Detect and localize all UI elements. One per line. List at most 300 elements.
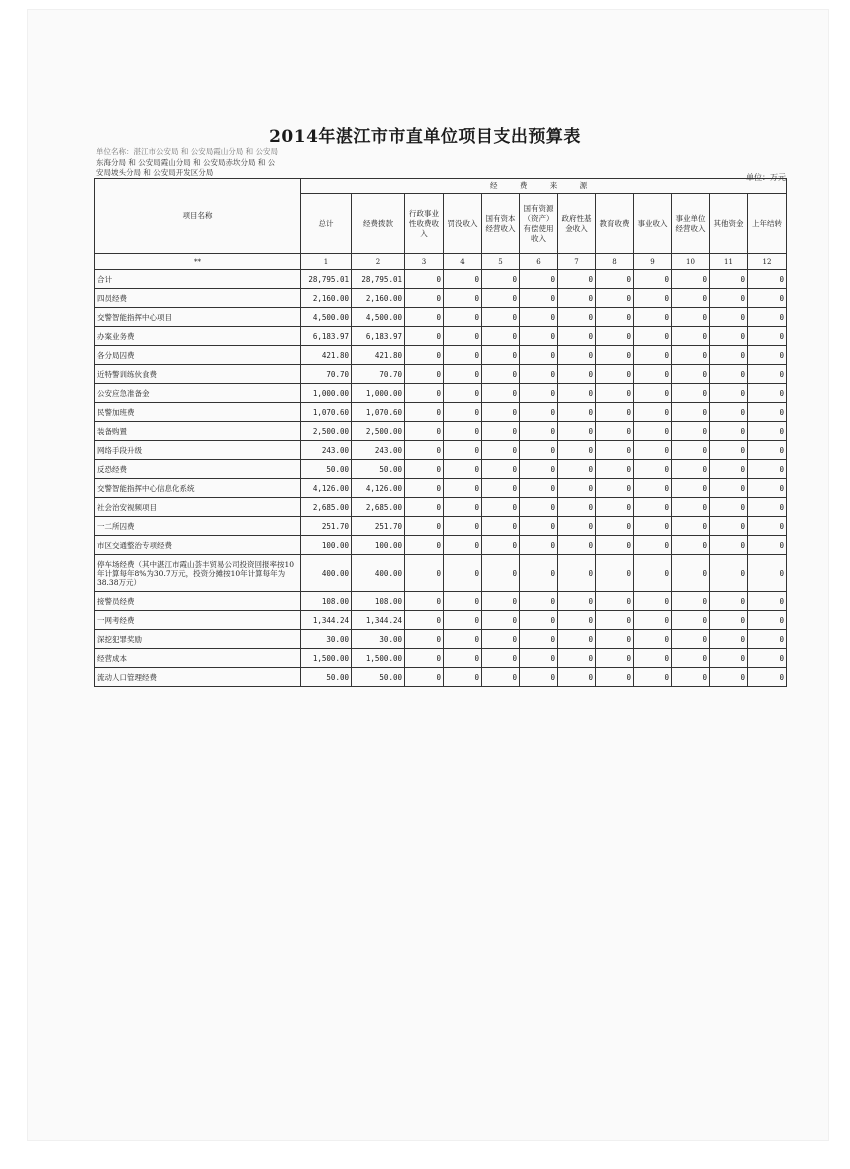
value-cell: 0 (710, 479, 748, 498)
value-cell: 0 (672, 460, 710, 479)
value-cell: 0 (634, 384, 672, 403)
value-cell: 0 (710, 384, 748, 403)
value-cell: 0 (672, 498, 710, 517)
table-row (95, 536, 787, 555)
value-cell: 0 (710, 611, 748, 630)
allocation-cell: 1,000.00 (352, 384, 405, 403)
column-index: 12 (748, 254, 787, 270)
table-row (95, 384, 787, 403)
total-cell: 28,795.01 (301, 270, 352, 289)
project-name-cell: 交警智能指挥中心信息化系统 (95, 479, 301, 498)
value-cell: 0 (710, 592, 748, 611)
value-cell: 0 (405, 289, 444, 308)
table-row (95, 555, 787, 592)
value-cell: 0 (672, 327, 710, 346)
value-cell: 0 (634, 403, 672, 422)
value-cell: 0 (520, 555, 558, 592)
value-cell: 0 (748, 403, 787, 422)
value-cell: 0 (558, 384, 596, 403)
column-index: 2 (352, 254, 405, 270)
value-cell: 0 (558, 498, 596, 517)
table-row (95, 289, 787, 308)
value-cell: 0 (405, 327, 444, 346)
value-cell: 0 (520, 308, 558, 327)
value-cell: 0 (482, 649, 520, 668)
project-name-cell: 网络手段升级 (95, 441, 301, 460)
value-cell: 0 (672, 422, 710, 441)
allocation-cell: 30.00 (352, 630, 405, 649)
value-cell: 0 (482, 479, 520, 498)
column-header: 事业收入 (634, 194, 672, 254)
table-row (95, 668, 787, 687)
table-row (95, 630, 787, 649)
total-cell: 100.00 (301, 536, 352, 555)
value-cell: 0 (482, 555, 520, 592)
value-cell: 0 (748, 270, 787, 289)
value-cell: 0 (634, 479, 672, 498)
value-cell: 0 (710, 555, 748, 592)
value-cell: 0 (482, 289, 520, 308)
value-cell: 0 (520, 422, 558, 441)
project-name-cell: 反恐经费 (95, 460, 301, 479)
value-cell: 0 (482, 308, 520, 327)
allocation-cell: 2,500.00 (352, 422, 405, 441)
value-cell: 0 (444, 384, 482, 403)
allocation-cell: 421.80 (352, 346, 405, 365)
value-cell: 0 (482, 365, 520, 384)
value-cell: 0 (558, 289, 596, 308)
value-cell: 0 (520, 441, 558, 460)
value-cell: 0 (405, 555, 444, 592)
value-cell: 0 (672, 649, 710, 668)
column-header: 政府性基金收入 (558, 194, 596, 254)
value-cell: 0 (748, 441, 787, 460)
value-cell: 0 (520, 517, 558, 536)
value-cell: 0 (596, 289, 634, 308)
funding-source-header: 经 费 来 源 (301, 179, 787, 194)
value-cell: 0 (710, 460, 748, 479)
value-cell: 0 (444, 460, 482, 479)
value-cell: 0 (558, 517, 596, 536)
value-cell: 0 (672, 441, 710, 460)
value-cell: 0 (634, 270, 672, 289)
value-cell: 0 (710, 327, 748, 346)
value-cell: 0 (634, 289, 672, 308)
value-cell: 0 (444, 441, 482, 460)
total-cell: 251.70 (301, 517, 352, 536)
value-cell: 0 (405, 365, 444, 384)
value-cell: 0 (558, 403, 596, 422)
value-cell: 0 (634, 592, 672, 611)
project-name-cell: 社会治安视频项目 (95, 498, 301, 517)
column-index: 10 (672, 254, 710, 270)
allocation-cell: 4,500.00 (352, 308, 405, 327)
value-cell: 0 (444, 403, 482, 422)
column-header: 经费拨款 (352, 194, 405, 254)
value-cell: 0 (482, 536, 520, 555)
value-cell: 0 (444, 270, 482, 289)
table-row (95, 403, 787, 422)
value-cell: 0 (596, 498, 634, 517)
value-cell: 0 (710, 308, 748, 327)
unit-label: 单位：万元 (746, 173, 786, 182)
allocation-cell: 50.00 (352, 460, 405, 479)
column-index: 3 (405, 254, 444, 270)
project-name-cell: 一网考经费 (95, 611, 301, 630)
value-cell: 0 (558, 365, 596, 384)
value-cell: 0 (444, 630, 482, 649)
value-cell: 0 (710, 668, 748, 687)
total-cell: 70.70 (301, 365, 352, 384)
total-cell: 421.80 (301, 346, 352, 365)
project-name-cell: 流动人口管理经费 (95, 668, 301, 687)
value-cell: 0 (672, 479, 710, 498)
value-cell: 0 (520, 289, 558, 308)
value-cell: 0 (596, 365, 634, 384)
total-cell: 50.00 (301, 460, 352, 479)
total-cell: 6,183.97 (301, 327, 352, 346)
column-header: 教育收费 (596, 194, 634, 254)
value-cell: 0 (748, 630, 787, 649)
index-label: ** (95, 254, 301, 270)
value-cell: 0 (558, 270, 596, 289)
value-cell: 0 (405, 630, 444, 649)
value-cell: 0 (672, 365, 710, 384)
value-cell: 0 (710, 630, 748, 649)
table-row (95, 441, 787, 460)
table-row (95, 498, 787, 517)
column-header: 事业单位经营收入 (672, 194, 710, 254)
value-cell: 0 (634, 422, 672, 441)
value-cell: 0 (748, 346, 787, 365)
value-cell: 0 (520, 403, 558, 422)
allocation-cell: 2,685.00 (352, 498, 405, 517)
value-cell: 0 (672, 630, 710, 649)
column-index-row (95, 254, 787, 270)
value-cell: 0 (596, 460, 634, 479)
total-cell: 50.00 (301, 668, 352, 687)
column-header: 行政事业性收费收入 (405, 194, 444, 254)
value-cell: 0 (634, 327, 672, 346)
column-header: 国有资本经营收入 (482, 194, 520, 254)
value-cell: 0 (482, 346, 520, 365)
project-name-cell: 市区交通整治专项经费 (95, 536, 301, 555)
value-cell: 0 (444, 555, 482, 592)
value-cell: 0 (710, 441, 748, 460)
allocation-cell: 1,500.00 (352, 649, 405, 668)
value-cell: 0 (672, 289, 710, 308)
value-cell: 0 (596, 308, 634, 327)
column-index: 8 (596, 254, 634, 270)
value-cell: 0 (520, 536, 558, 555)
project-name-cell: 一二所囚费 (95, 517, 301, 536)
value-cell: 0 (748, 592, 787, 611)
value-cell: 0 (520, 346, 558, 365)
value-cell: 0 (710, 422, 748, 441)
value-cell: 0 (444, 289, 482, 308)
value-cell: 0 (672, 384, 710, 403)
value-cell: 0 (482, 384, 520, 403)
project-name-cell: 接警员经费 (95, 592, 301, 611)
value-cell: 0 (634, 668, 672, 687)
value-cell: 0 (748, 611, 787, 630)
value-cell: 0 (482, 403, 520, 422)
value-cell: 0 (558, 536, 596, 555)
column-index: 11 (710, 254, 748, 270)
column-index: 9 (634, 254, 672, 270)
allocation-cell: 100.00 (352, 536, 405, 555)
value-cell: 0 (710, 517, 748, 536)
value-cell: 0 (405, 498, 444, 517)
value-cell: 0 (634, 346, 672, 365)
value-cell: 0 (596, 479, 634, 498)
table-body (95, 270, 787, 687)
value-cell: 0 (520, 498, 558, 517)
value-cell: 0 (520, 460, 558, 479)
value-cell: 0 (748, 422, 787, 441)
column-index: 1 (301, 254, 352, 270)
value-cell: 0 (634, 630, 672, 649)
value-cell: 0 (482, 270, 520, 289)
project-name-cell: 停车场经费（其中湛江市霞山荟丰贸易公司投资回报率按10年计算每年8%为30.7万元，投资分摊按10年计算每年为38.38万元） (95, 555, 301, 592)
value-cell: 0 (405, 403, 444, 422)
value-cell: 0 (520, 630, 558, 649)
value-cell: 0 (558, 649, 596, 668)
value-cell: 0 (596, 592, 634, 611)
value-cell: 0 (558, 479, 596, 498)
value-cell: 0 (444, 668, 482, 687)
value-cell: 0 (520, 327, 558, 346)
project-name-header: 项目名称 (95, 179, 301, 254)
value-cell: 0 (444, 517, 482, 536)
unit-line: 单位名称：湛江市公安局 和 公安局霞山分局 和 公安局 (96, 147, 279, 156)
value-cell: 0 (748, 327, 787, 346)
value-cell: 0 (634, 498, 672, 517)
value-cell: 0 (558, 346, 596, 365)
project-name-cell: 装备购置 (95, 422, 301, 441)
value-cell: 0 (405, 536, 444, 555)
value-cell: 0 (748, 479, 787, 498)
value-cell: 0 (672, 592, 710, 611)
value-cell: 0 (748, 289, 787, 308)
column-index: 4 (444, 254, 482, 270)
project-name-cell: 经营成本 (95, 649, 301, 668)
column-header: 其他资金 (710, 194, 748, 254)
table-row (95, 308, 787, 327)
total-cell: 2,500.00 (301, 422, 352, 441)
value-cell: 0 (520, 668, 558, 687)
value-cell: 0 (748, 649, 787, 668)
project-name-cell: 合计 (95, 270, 301, 289)
value-cell: 0 (520, 384, 558, 403)
value-cell: 0 (482, 668, 520, 687)
value-cell: 0 (596, 270, 634, 289)
value-cell: 0 (710, 498, 748, 517)
value-cell: 0 (748, 536, 787, 555)
column-header: 国有资源（资产）有偿使用收入 (520, 194, 558, 254)
total-cell: 1,000.00 (301, 384, 352, 403)
value-cell: 0 (710, 403, 748, 422)
value-cell: 0 (558, 555, 596, 592)
column-index: 7 (558, 254, 596, 270)
allocation-cell: 1,344.24 (352, 611, 405, 630)
project-name-cell: 办案业务费 (95, 327, 301, 346)
allocation-cell: 108.00 (352, 592, 405, 611)
value-cell: 0 (596, 649, 634, 668)
value-cell: 0 (672, 668, 710, 687)
value-cell: 0 (710, 346, 748, 365)
value-cell: 0 (520, 649, 558, 668)
unit-name-block (96, 147, 311, 179)
value-cell: 0 (482, 422, 520, 441)
value-cell: 0 (405, 308, 444, 327)
value-cell: 0 (482, 498, 520, 517)
total-cell: 4,500.00 (301, 308, 352, 327)
value-cell: 0 (558, 441, 596, 460)
value-cell: 0 (748, 498, 787, 517)
project-name-cell: 公安应急准备金 (95, 384, 301, 403)
value-cell: 0 (558, 308, 596, 327)
value-cell: 0 (482, 460, 520, 479)
value-cell: 0 (710, 649, 748, 668)
value-cell: 0 (672, 308, 710, 327)
allocation-cell: 2,160.00 (352, 289, 405, 308)
project-name-cell: 近特警训练伙食费 (95, 365, 301, 384)
table-row (95, 460, 787, 479)
total-cell: 1,070.60 (301, 403, 352, 422)
value-cell: 0 (482, 592, 520, 611)
value-cell: 0 (405, 668, 444, 687)
value-cell: 0 (634, 536, 672, 555)
value-cell: 0 (596, 536, 634, 555)
allocation-cell: 4,126.00 (352, 479, 405, 498)
value-cell: 0 (444, 498, 482, 517)
column-header: 上年结转 (748, 194, 787, 254)
budget-table (94, 178, 787, 687)
table-row (95, 270, 787, 289)
project-name-cell: 民警加班费 (95, 403, 301, 422)
value-cell: 0 (444, 536, 482, 555)
value-cell: 0 (634, 555, 672, 592)
value-cell: 0 (596, 630, 634, 649)
value-cell: 0 (558, 422, 596, 441)
value-cell: 0 (405, 346, 444, 365)
value-cell: 0 (710, 289, 748, 308)
value-cell: 0 (748, 517, 787, 536)
project-name-cell: 深挖犯罪奖励 (95, 630, 301, 649)
value-cell: 0 (634, 441, 672, 460)
value-cell: 0 (596, 422, 634, 441)
value-cell: 0 (634, 365, 672, 384)
value-cell: 0 (596, 384, 634, 403)
value-cell: 0 (748, 365, 787, 384)
value-cell: 0 (558, 630, 596, 649)
value-cell: 0 (748, 555, 787, 592)
value-cell: 0 (405, 649, 444, 668)
table-row (95, 611, 787, 630)
value-cell: 0 (405, 422, 444, 441)
total-cell: 400.00 (301, 555, 352, 592)
table-row (95, 479, 787, 498)
value-cell: 0 (482, 630, 520, 649)
value-cell: 0 (596, 668, 634, 687)
value-cell: 0 (672, 555, 710, 592)
total-cell: 2,160.00 (301, 289, 352, 308)
total-cell: 2,685.00 (301, 498, 352, 517)
total-cell: 243.00 (301, 441, 352, 460)
value-cell: 0 (558, 327, 596, 346)
value-cell: 0 (672, 517, 710, 536)
value-cell: 0 (444, 611, 482, 630)
value-cell: 0 (405, 270, 444, 289)
unit-line: 东海分局 和 公安局霞山分局 和 公安局赤坎分局 和 公 (96, 157, 276, 167)
value-cell: 0 (444, 592, 482, 611)
value-cell: 0 (596, 611, 634, 630)
allocation-cell: 243.00 (352, 441, 405, 460)
value-cell: 0 (596, 346, 634, 365)
value-cell: 0 (405, 384, 444, 403)
value-cell: 0 (596, 555, 634, 592)
value-cell: 0 (444, 308, 482, 327)
table-row (95, 592, 787, 611)
value-cell: 0 (520, 592, 558, 611)
value-cell: 0 (748, 460, 787, 479)
value-cell: 0 (482, 441, 520, 460)
allocation-cell: 28,795.01 (352, 270, 405, 289)
value-cell: 0 (444, 479, 482, 498)
allocation-cell: 251.70 (352, 517, 405, 536)
allocation-cell: 70.70 (352, 365, 405, 384)
value-cell: 0 (405, 479, 444, 498)
table-row (95, 365, 787, 384)
total-cell: 30.00 (301, 630, 352, 649)
value-cell: 0 (520, 270, 558, 289)
allocation-cell: 400.00 (352, 555, 405, 592)
value-cell: 0 (710, 270, 748, 289)
allocation-cell: 6,183.97 (352, 327, 405, 346)
value-cell: 0 (558, 611, 596, 630)
total-cell: 108.00 (301, 592, 352, 611)
value-cell: 0 (405, 592, 444, 611)
value-cell: 0 (672, 403, 710, 422)
value-cell: 0 (558, 460, 596, 479)
value-cell: 0 (482, 611, 520, 630)
value-cell: 0 (634, 611, 672, 630)
value-cell: 0 (672, 611, 710, 630)
value-cell: 0 (634, 460, 672, 479)
column-index: 6 (520, 254, 558, 270)
value-cell: 0 (748, 668, 787, 687)
document-title: 2014年湛江市市直单位项目支出预算表 (269, 127, 581, 147)
unit-line: 安局坡头分局 和 公安局开发区分局 (96, 168, 214, 177)
value-cell: 0 (748, 308, 787, 327)
column-header: 总计 (301, 194, 352, 254)
value-cell: 0 (634, 649, 672, 668)
value-cell: 0 (672, 270, 710, 289)
column-index: 5 (482, 254, 520, 270)
value-cell: 0 (444, 649, 482, 668)
value-cell: 0 (558, 668, 596, 687)
value-cell: 0 (710, 365, 748, 384)
value-cell: 0 (405, 517, 444, 536)
project-name-cell: 交警智能指挥中心项目 (95, 308, 301, 327)
value-cell: 0 (444, 327, 482, 346)
table-row (95, 517, 787, 536)
value-cell: 0 (634, 517, 672, 536)
total-cell: 1,500.00 (301, 649, 352, 668)
value-cell: 0 (405, 611, 444, 630)
value-cell: 0 (672, 346, 710, 365)
